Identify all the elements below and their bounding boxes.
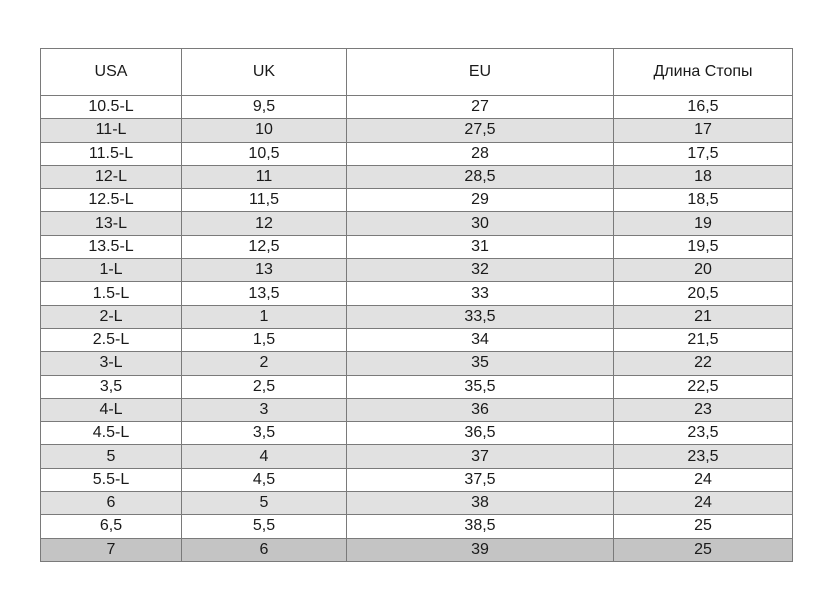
cell-eu: 30	[347, 212, 614, 235]
cell-foot-length: 17	[614, 119, 793, 142]
table-row	[41, 445, 793, 468]
cell-foot-length: 25	[614, 515, 793, 538]
table-row	[41, 375, 793, 398]
table-row	[41, 235, 793, 258]
table-row	[41, 328, 793, 351]
cell-eu: 38	[347, 492, 614, 515]
cell-usa: 6,5	[41, 515, 182, 538]
cell-eu: 33	[347, 282, 614, 305]
cell-usa: 7	[41, 538, 182, 561]
cell-uk: 12,5	[182, 235, 347, 258]
cell-eu: 28	[347, 142, 614, 165]
cell-foot-length: 23,5	[614, 422, 793, 445]
cell-usa: 4-L	[41, 398, 182, 421]
cell-uk: 5	[182, 492, 347, 515]
cell-usa: 6	[41, 492, 182, 515]
table-row	[41, 492, 793, 515]
table-row	[41, 259, 793, 282]
cell-eu: 35,5	[347, 375, 614, 398]
cell-foot-length: 20	[614, 259, 793, 282]
cell-foot-length: 22	[614, 352, 793, 375]
table-row	[41, 422, 793, 445]
table-row	[41, 165, 793, 188]
cell-usa: 12.5-L	[41, 189, 182, 212]
header-row	[41, 49, 793, 96]
cell-usa: 5.5-L	[41, 468, 182, 491]
cell-uk: 4	[182, 445, 347, 468]
cell-usa: 3,5	[41, 375, 182, 398]
cell-foot-length: 24	[614, 468, 793, 491]
cell-usa: 11-L	[41, 119, 182, 142]
cell-foot-length: 23	[614, 398, 793, 421]
cell-usa: 4.5-L	[41, 422, 182, 445]
cell-eu: 29	[347, 189, 614, 212]
table-body	[41, 96, 793, 562]
table-row	[41, 515, 793, 538]
cell-usa: 12-L	[41, 165, 182, 188]
table-row	[41, 142, 793, 165]
cell-uk: 13	[182, 259, 347, 282]
cell-eu: 36,5	[347, 422, 614, 445]
cell-uk: 1,5	[182, 328, 347, 351]
cell-uk: 13,5	[182, 282, 347, 305]
cell-uk: 3	[182, 398, 347, 421]
cell-eu: 35	[347, 352, 614, 375]
cell-usa: 3-L	[41, 352, 182, 375]
cell-eu: 27,5	[347, 119, 614, 142]
cell-eu: 36	[347, 398, 614, 421]
cell-usa: 11.5-L	[41, 142, 182, 165]
cell-uk: 3,5	[182, 422, 347, 445]
cell-eu: 27	[347, 96, 614, 119]
cell-eu: 28,5	[347, 165, 614, 188]
cell-uk: 4,5	[182, 468, 347, 491]
size-chart-table	[40, 48, 793, 562]
cell-foot-length: 25	[614, 538, 793, 561]
cell-eu: 31	[347, 235, 614, 258]
cell-foot-length: 22,5	[614, 375, 793, 398]
cell-foot-length: 23,5	[614, 445, 793, 468]
cell-usa: 1-L	[41, 259, 182, 282]
table-row	[41, 538, 793, 561]
cell-uk: 11,5	[182, 189, 347, 212]
cell-eu: 38,5	[347, 515, 614, 538]
cell-uk: 2,5	[182, 375, 347, 398]
cell-foot-length: 19	[614, 212, 793, 235]
header-usa: USA	[41, 49, 182, 96]
header-foot-length: Длина Стопы	[614, 49, 793, 96]
cell-foot-length: 16,5	[614, 96, 793, 119]
table-row	[41, 282, 793, 305]
cell-usa: 5	[41, 445, 182, 468]
cell-foot-length: 19,5	[614, 235, 793, 258]
table-row	[41, 352, 793, 375]
cell-uk: 10,5	[182, 142, 347, 165]
cell-foot-length: 17,5	[614, 142, 793, 165]
cell-foot-length: 24	[614, 492, 793, 515]
cell-foot-length: 18	[614, 165, 793, 188]
cell-uk: 6	[182, 538, 347, 561]
cell-usa: 13-L	[41, 212, 182, 235]
cell-usa: 2.5-L	[41, 328, 182, 351]
cell-foot-length: 21	[614, 305, 793, 328]
cell-foot-length: 21,5	[614, 328, 793, 351]
table-row	[41, 468, 793, 491]
cell-usa: 1.5-L	[41, 282, 182, 305]
cell-uk: 12	[182, 212, 347, 235]
cell-eu: 37,5	[347, 468, 614, 491]
cell-eu: 37	[347, 445, 614, 468]
cell-foot-length: 18,5	[614, 189, 793, 212]
cell-uk: 5,5	[182, 515, 347, 538]
table-row	[41, 189, 793, 212]
cell-uk: 9,5	[182, 96, 347, 119]
table-row	[41, 96, 793, 119]
cell-eu: 34	[347, 328, 614, 351]
table-row	[41, 305, 793, 328]
cell-foot-length: 20,5	[614, 282, 793, 305]
table-header	[41, 49, 793, 96]
cell-usa: 2-L	[41, 305, 182, 328]
table-row	[41, 119, 793, 142]
cell-usa: 13.5-L	[41, 235, 182, 258]
table-row	[41, 398, 793, 421]
cell-uk: 2	[182, 352, 347, 375]
cell-uk: 11	[182, 165, 347, 188]
cell-eu: 39	[347, 538, 614, 561]
cell-eu: 33,5	[347, 305, 614, 328]
header-eu: EU	[347, 49, 614, 96]
cell-eu: 32	[347, 259, 614, 282]
cell-usa: 10.5-L	[41, 96, 182, 119]
table-row	[41, 212, 793, 235]
header-uk: UK	[182, 49, 347, 96]
cell-uk: 1	[182, 305, 347, 328]
cell-uk: 10	[182, 119, 347, 142]
